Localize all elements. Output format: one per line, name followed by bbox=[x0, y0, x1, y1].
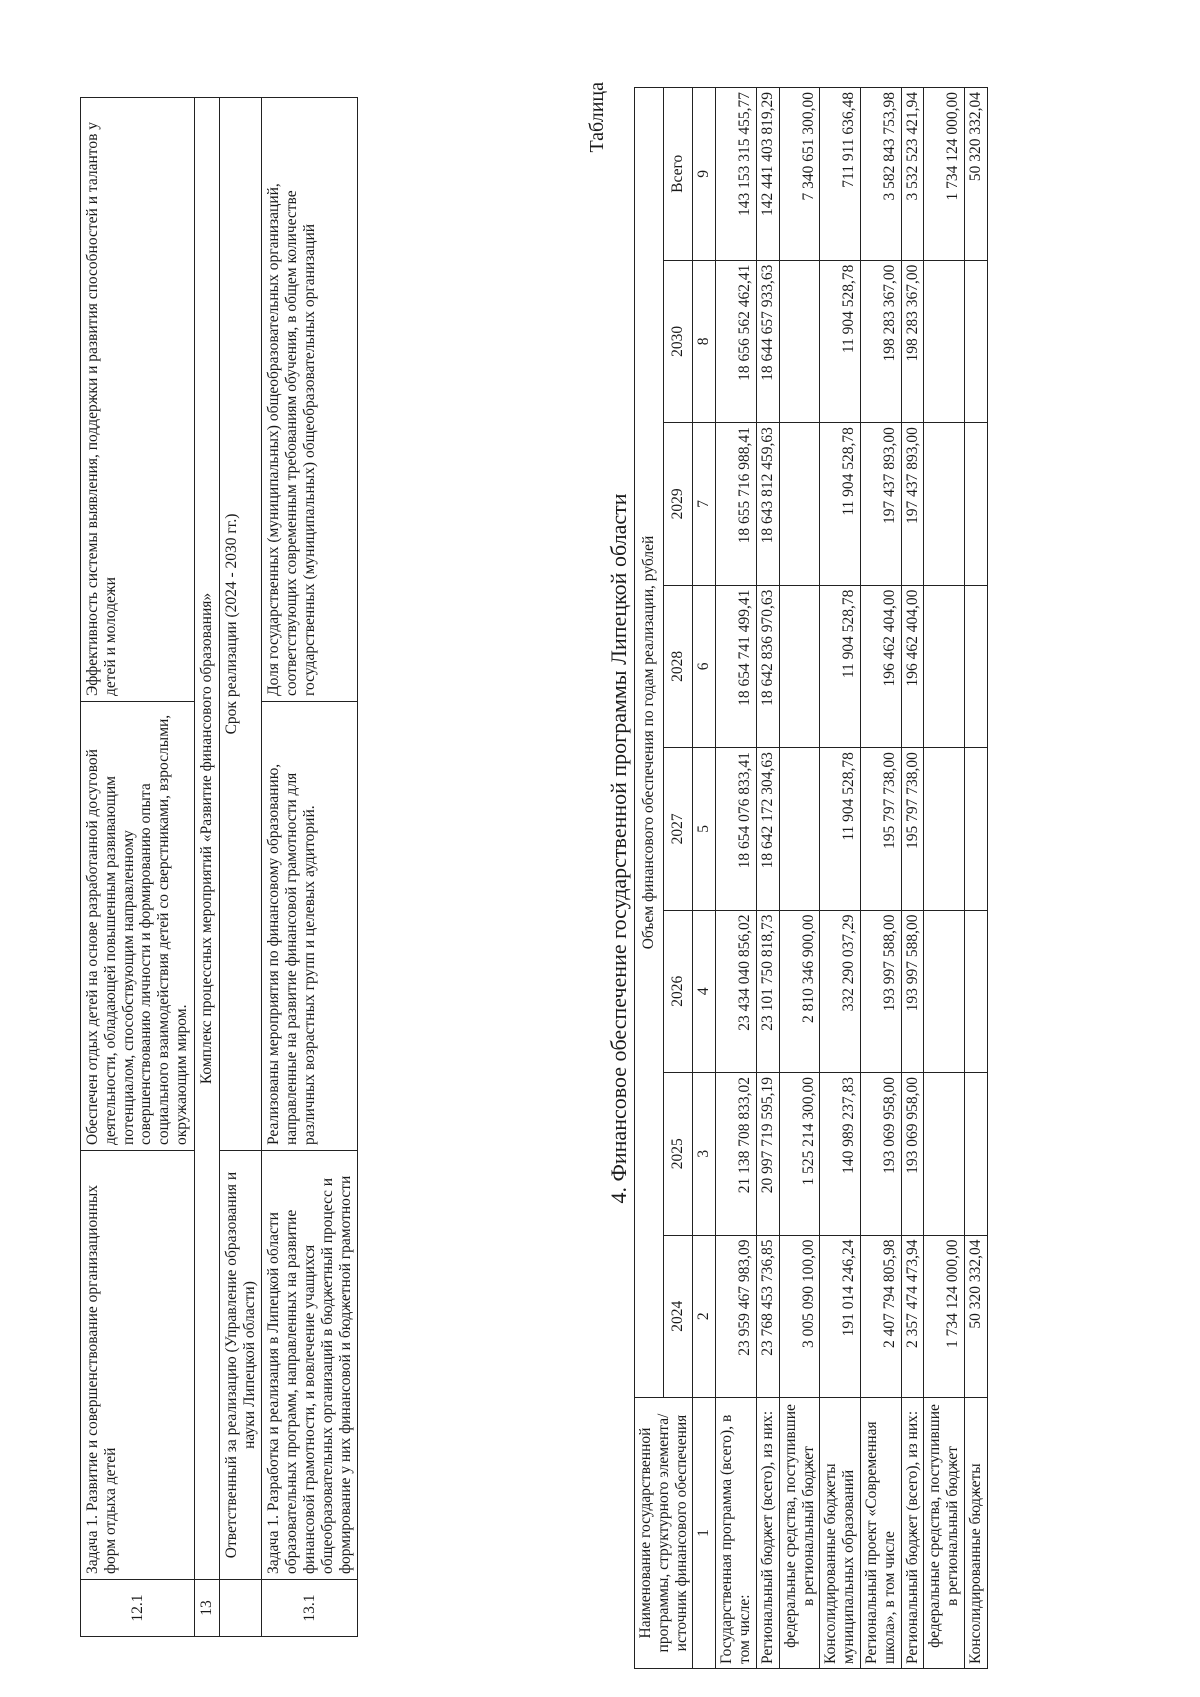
value-cell: 193 997 588,00 bbox=[901, 910, 924, 1072]
value-cell: 23 434 040 856,02 bbox=[716, 910, 757, 1072]
header-name: Наименование государственной программы, структурного элемента/источник финансового обеспечения bbox=[635, 1398, 693, 1669]
table-row bbox=[756, 88, 779, 1669]
table-row bbox=[965, 88, 988, 1669]
value-cell: 18 644 657 933,63 bbox=[756, 260, 779, 422]
section-title: Комплекс процессных мероприятий «Развитие финансового образования» bbox=[194, 98, 219, 1580]
value-cell bbox=[779, 423, 820, 585]
table-row bbox=[262, 98, 358, 1637]
column-number: 7 bbox=[693, 423, 716, 585]
value-cell: 191 014 246,24 bbox=[820, 1235, 861, 1397]
finance-body bbox=[716, 88, 988, 1669]
value-cell: 18 643 812 459,63 bbox=[756, 423, 779, 585]
column-number: 8 bbox=[693, 260, 716, 422]
header-row bbox=[635, 88, 664, 1669]
row-number: 13 bbox=[194, 1580, 219, 1637]
value-cell bbox=[779, 260, 820, 422]
value-cell bbox=[965, 1073, 988, 1235]
row-label: Региональный бюджет (всего), из них: bbox=[901, 1398, 924, 1669]
table-row bbox=[81, 98, 195, 1637]
value-cell: 23 101 750 818,73 bbox=[756, 910, 779, 1072]
value-cell bbox=[924, 423, 965, 585]
value-cell: 143 153 315 455,77 bbox=[716, 88, 757, 261]
column-numbers-row bbox=[693, 88, 716, 1669]
value-cell: 711 911 636,48 bbox=[820, 88, 861, 261]
indicator-cell: Эффективность системы выявления, поддержки и развития способностей и талантов у детей и молодежи bbox=[81, 98, 195, 702]
value-cell: 195 797 738,00 bbox=[860, 748, 901, 910]
value-cell bbox=[779, 748, 820, 910]
value-cell: 1 734 124 000,00 bbox=[924, 88, 965, 261]
value-cell bbox=[924, 1073, 965, 1235]
task-cell: Задача 1. Развитие и совершенствование организационных форм отдыха детей bbox=[81, 1151, 195, 1580]
value-cell: 193 069 958,00 bbox=[901, 1073, 924, 1235]
value-cell: 11 904 528,78 bbox=[820, 585, 861, 747]
task-cell: Задача 1. Разработка и реализация в Липецкой области образовательных программ, направленных на развитие финансовой грамотности, и вовлечение учащихся общеобразовательных организаций в бюджетный процесс и формирование у них финансовой и бюджетной грамотности bbox=[262, 1151, 358, 1580]
result-cell: Обеспечен отдых детей на основе разработанной досуговой деятельности, обладающей повышенным развивающим потенциалом, способствующим направленному совершенствованию личности и формированию опыта социального взаимодействия детей со сверстниками, взрослыми, окружающим миром. bbox=[81, 702, 195, 1151]
finance-table bbox=[634, 87, 988, 1669]
value-cell: 332 290 037,29 bbox=[820, 910, 861, 1072]
value-cell: 50 320 332,04 bbox=[965, 1235, 988, 1397]
value-cell bbox=[779, 585, 820, 747]
value-cell: 197 437 893,00 bbox=[901, 423, 924, 585]
row-label: федеральные средства, поступившие в региональный бюджет bbox=[779, 1398, 820, 1669]
value-cell bbox=[965, 910, 988, 1072]
year-header: 2026 bbox=[664, 910, 693, 1072]
value-cell: 20 997 719 595,19 bbox=[756, 1073, 779, 1235]
value-cell: 23 959 467 983,09 bbox=[716, 1235, 757, 1397]
empty-cell bbox=[219, 1580, 262, 1637]
table-row bbox=[924, 88, 965, 1669]
value-cell: 11 904 528,78 bbox=[820, 748, 861, 910]
column-number: 3 bbox=[693, 1073, 716, 1235]
value-cell: 18 656 562 462,41 bbox=[716, 260, 757, 422]
table-row bbox=[716, 88, 757, 1669]
result-cell: Реализованы мероприятия по финансовому образованию, направленные на развитие финансовой грамотности для различных возрастных групп и целевых аудиторий. bbox=[262, 702, 358, 1151]
value-cell: 11 904 528,78 bbox=[820, 260, 861, 422]
value-cell bbox=[924, 910, 965, 1072]
value-cell bbox=[924, 260, 965, 422]
value-cell bbox=[965, 260, 988, 422]
value-cell: 193 069 958,00 bbox=[860, 1073, 901, 1235]
year-header: Всего bbox=[664, 88, 693, 261]
column-number: 1 bbox=[693, 1398, 716, 1669]
table-label: Таблица bbox=[586, 82, 608, 153]
value-cell: 18 654 741 499,41 bbox=[716, 585, 757, 747]
value-cell: 3 532 523 421,94 bbox=[901, 88, 924, 261]
value-cell: 140 989 237,83 bbox=[820, 1073, 861, 1235]
value-cell: 196 462 404,00 bbox=[860, 585, 901, 747]
value-cell: 21 138 708 833,02 bbox=[716, 1073, 757, 1235]
value-cell: 198 283 367,00 bbox=[860, 260, 901, 422]
measures-table bbox=[80, 97, 358, 1637]
year-header: 2025 bbox=[664, 1073, 693, 1235]
value-cell: 196 462 404,00 bbox=[901, 585, 924, 747]
column-number: 9 bbox=[693, 88, 716, 261]
row-label: Региональный бюджет (всего), из них: bbox=[756, 1398, 779, 1669]
table-row bbox=[860, 88, 901, 1669]
value-cell: 3 005 090 100,00 bbox=[779, 1235, 820, 1397]
value-cell: 1 525 214 300,00 bbox=[779, 1073, 820, 1235]
column-number: 2 bbox=[693, 1235, 716, 1397]
row-label: Консолидированные бюджеты муниципальных образований bbox=[820, 1398, 861, 1669]
value-cell: 2 357 474 473,94 bbox=[901, 1235, 924, 1397]
row-number: 12.1 bbox=[81, 1580, 195, 1637]
value-cell: 18 642 836 970,63 bbox=[756, 585, 779, 747]
value-cell: 23 768 453 736,85 bbox=[756, 1235, 779, 1397]
column-number: 6 bbox=[693, 585, 716, 747]
row-number: 13.1 bbox=[262, 1580, 358, 1637]
value-cell bbox=[965, 585, 988, 747]
year-header: 2028 bbox=[664, 585, 693, 747]
table-row bbox=[820, 88, 861, 1669]
value-cell: 18 642 172 304,63 bbox=[756, 748, 779, 910]
row-label: Региональный проект «Современная школа», в том числе bbox=[860, 1398, 901, 1669]
value-cell: 198 283 367,00 bbox=[901, 260, 924, 422]
year-header: 2030 bbox=[664, 260, 693, 422]
value-cell: 3 582 843 753,98 bbox=[860, 88, 901, 261]
value-cell: 50 320 332,04 bbox=[965, 88, 988, 261]
row-label: Государственная программа (всего), в том числе: bbox=[716, 1398, 757, 1669]
indicator-cell: Доля государственных (муниципальных) общеобразовательных организаций, соответствующих современным требованиям обучения, в общем количестве государственных (муниципальных) общеобразовательных организаций bbox=[262, 98, 358, 702]
term-cell: Срок реализации (2024 - 2030 гг.) bbox=[219, 98, 262, 1151]
value-cell: 2 407 794 805,98 bbox=[860, 1235, 901, 1397]
section-heading: 4. Финансовое обеспечение государственной программы Липецкой области bbox=[606, 493, 631, 1204]
value-cell bbox=[924, 748, 965, 910]
value-cell bbox=[965, 748, 988, 910]
table-row bbox=[219, 98, 262, 1637]
value-cell: 18 655 716 988,41 bbox=[716, 423, 757, 585]
value-cell bbox=[965, 423, 988, 585]
row-label: Консолидированные бюджеты bbox=[965, 1398, 988, 1669]
value-cell bbox=[924, 585, 965, 747]
value-cell: 195 797 738,00 bbox=[901, 748, 924, 910]
value-cell: 18 654 076 833,41 bbox=[716, 748, 757, 910]
row-label: федеральные средства, поступившие в региональный бюджет bbox=[924, 1398, 965, 1669]
table-row bbox=[779, 88, 820, 1669]
column-number: 4 bbox=[693, 910, 716, 1072]
value-cell: 7 340 651 300,00 bbox=[779, 88, 820, 261]
value-cell: 193 997 588,00 bbox=[860, 910, 901, 1072]
table-row bbox=[901, 88, 924, 1669]
column-number: 5 bbox=[693, 748, 716, 910]
value-cell: 11 904 528,78 bbox=[820, 423, 861, 585]
header-group: Объем финансового обеспечения по годам реализации, рублей bbox=[635, 88, 664, 1398]
year-header: 2027 bbox=[664, 748, 693, 910]
value-cell: 197 437 893,00 bbox=[860, 423, 901, 585]
year-header: 2029 bbox=[664, 423, 693, 585]
responsible-cell: Ответственный за реализацию (Управление образования и науки Липецкой области) bbox=[219, 1151, 262, 1580]
value-cell: 2 810 346 900,00 bbox=[779, 910, 820, 1072]
value-cell: 142 441 403 819,29 bbox=[756, 88, 779, 261]
value-cell: 1 734 124 000,00 bbox=[924, 1235, 965, 1397]
year-header: 2024 bbox=[664, 1235, 693, 1397]
table-row bbox=[194, 98, 219, 1637]
